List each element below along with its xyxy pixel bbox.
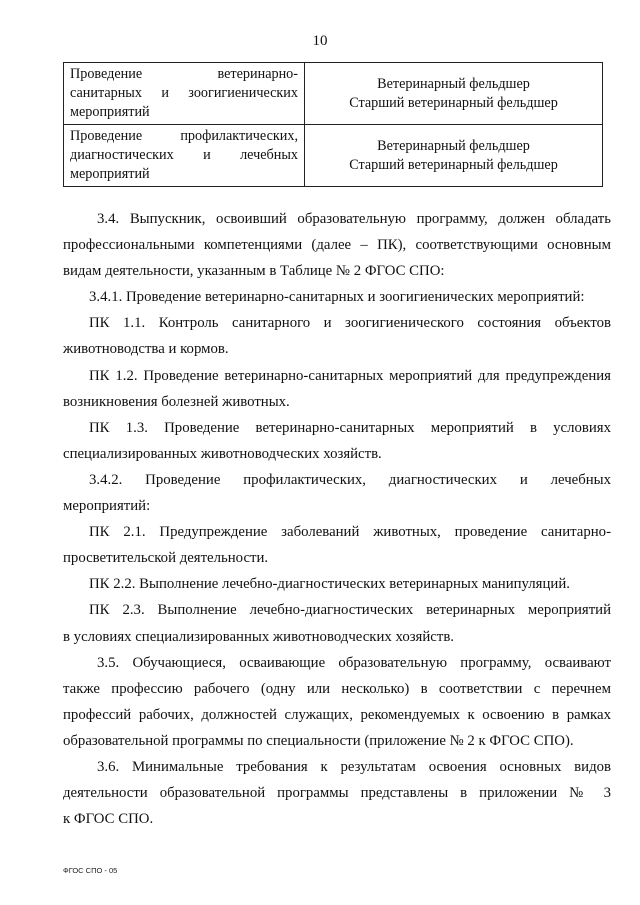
qualification-cell — [305, 63, 603, 125]
activity-line: мероприятий — [70, 166, 150, 182]
text-line: профессий рабочих, должностей служащих, рекомендуемых к освоению в рамках — [63, 706, 611, 723]
text-line: видам деятельности, указанным в Таблице № 2 ФГОС СПО: — [63, 263, 445, 280]
body-text — [63, 206, 611, 832]
footer-code: ФГОС СПО - 05 — [63, 866, 118, 875]
paragraph-pk-2-3 — [63, 597, 611, 649]
text-line: животноводства и кормов. — [63, 341, 229, 358]
paragraph-3-4 — [63, 206, 611, 284]
text-line: ПК 1.3. Проведение ветеринарно-санитарных мероприятий в условиях — [89, 419, 611, 436]
text-line: к ФГОС СПО. — [63, 811, 154, 828]
qualification: Старший ветеринарный фельдшер — [349, 94, 558, 111]
text-line: 3.4.1. Проведение ветеринарно-санитарных и зоогигиенических мероприятий: — [89, 289, 585, 306]
text-line: ПК 2.1. Предупреждение заболеваний животных, проведение санитарно- — [89, 524, 611, 541]
text-line: в условиях специализированных животноводческих хозяйств. — [63, 628, 455, 645]
text-line: специализированных животноводческих хозяйств. — [63, 445, 382, 462]
qualification: Ветеринарный фельдшер — [377, 137, 530, 154]
text-line: 3.5. Обучающиеся, осваивающие образовательную программу, осваивают — [97, 654, 611, 671]
text-line: деятельности образовательной программы представлены в приложении № 3 — [63, 785, 611, 802]
text-line: 3.6. Минимальные требования к результатам освоения основных видов — [97, 758, 611, 775]
text-line: ПК 2.3. Выполнение лечебно-диагностических ветеринарных мероприятий — [89, 602, 611, 619]
paragraph-pk-2-2 — [63, 571, 611, 597]
paragraph-3-6 — [63, 754, 611, 832]
text-line: 3.4.2. Проведение профилактических, диагностических и лечебных — [89, 471, 611, 488]
paragraph-3-4-1 — [63, 284, 611, 310]
text-line: ПК 2.2. Выполнение лечебно-диагностических ветеринарных манипуляций. — [89, 576, 570, 593]
paragraph-pk-2-1 — [63, 519, 611, 571]
text-line: 3.4. Выпускник, освоивший образовательную программу, должен обладать — [97, 211, 611, 227]
text-line: мероприятий: — [63, 498, 151, 515]
paragraph-pk-1-3 — [63, 415, 611, 467]
activity-line: мероприятий — [70, 104, 150, 120]
text-line: также профессию рабочего (одну или несколько) в соответствии с перечнем — [63, 680, 611, 697]
paragraph-pk-1-1 — [63, 310, 611, 362]
qualification: Ветеринарный фельдшер — [377, 75, 530, 92]
activity-line: диагностических и лечебных — [70, 147, 298, 163]
text-line: ПК 1.1. Контроль санитарного и зоогигиенического состояния объектов — [89, 315, 611, 332]
activities-table — [63, 62, 603, 187]
paragraph-3-4-2 — [63, 467, 611, 519]
table-row — [64, 63, 603, 125]
page-number: 10 — [312, 33, 328, 49]
activity-line: санитарных и зоогигиенических — [70, 85, 298, 101]
text-line: ПК 1.2. Проведение ветеринарно-санитарных мероприятий для предупреждения — [89, 367, 611, 384]
text-line: возникновения болезней животных. — [63, 393, 290, 410]
activity-cell — [64, 63, 305, 125]
text-line: профессиональными компетенциями (далее – ПК), соответствующими основным — [63, 237, 611, 254]
qualification: Старший ветеринарный фельдшер — [349, 156, 558, 173]
text-line: образовательной программы по специальности (приложение № 2 к ФГОС СПО). — [63, 732, 574, 749]
paragraph-pk-1-2 — [63, 363, 611, 415]
paragraph-3-5 — [63, 650, 611, 754]
activity-cell — [64, 125, 305, 187]
activity-line: Проведение профилактических, — [70, 128, 298, 144]
activity-line: Проведение ветеринарно- — [70, 66, 298, 82]
text-line: просветительской деятельности. — [63, 550, 269, 567]
table-row — [64, 125, 603, 187]
qualification-cell — [305, 125, 603, 187]
